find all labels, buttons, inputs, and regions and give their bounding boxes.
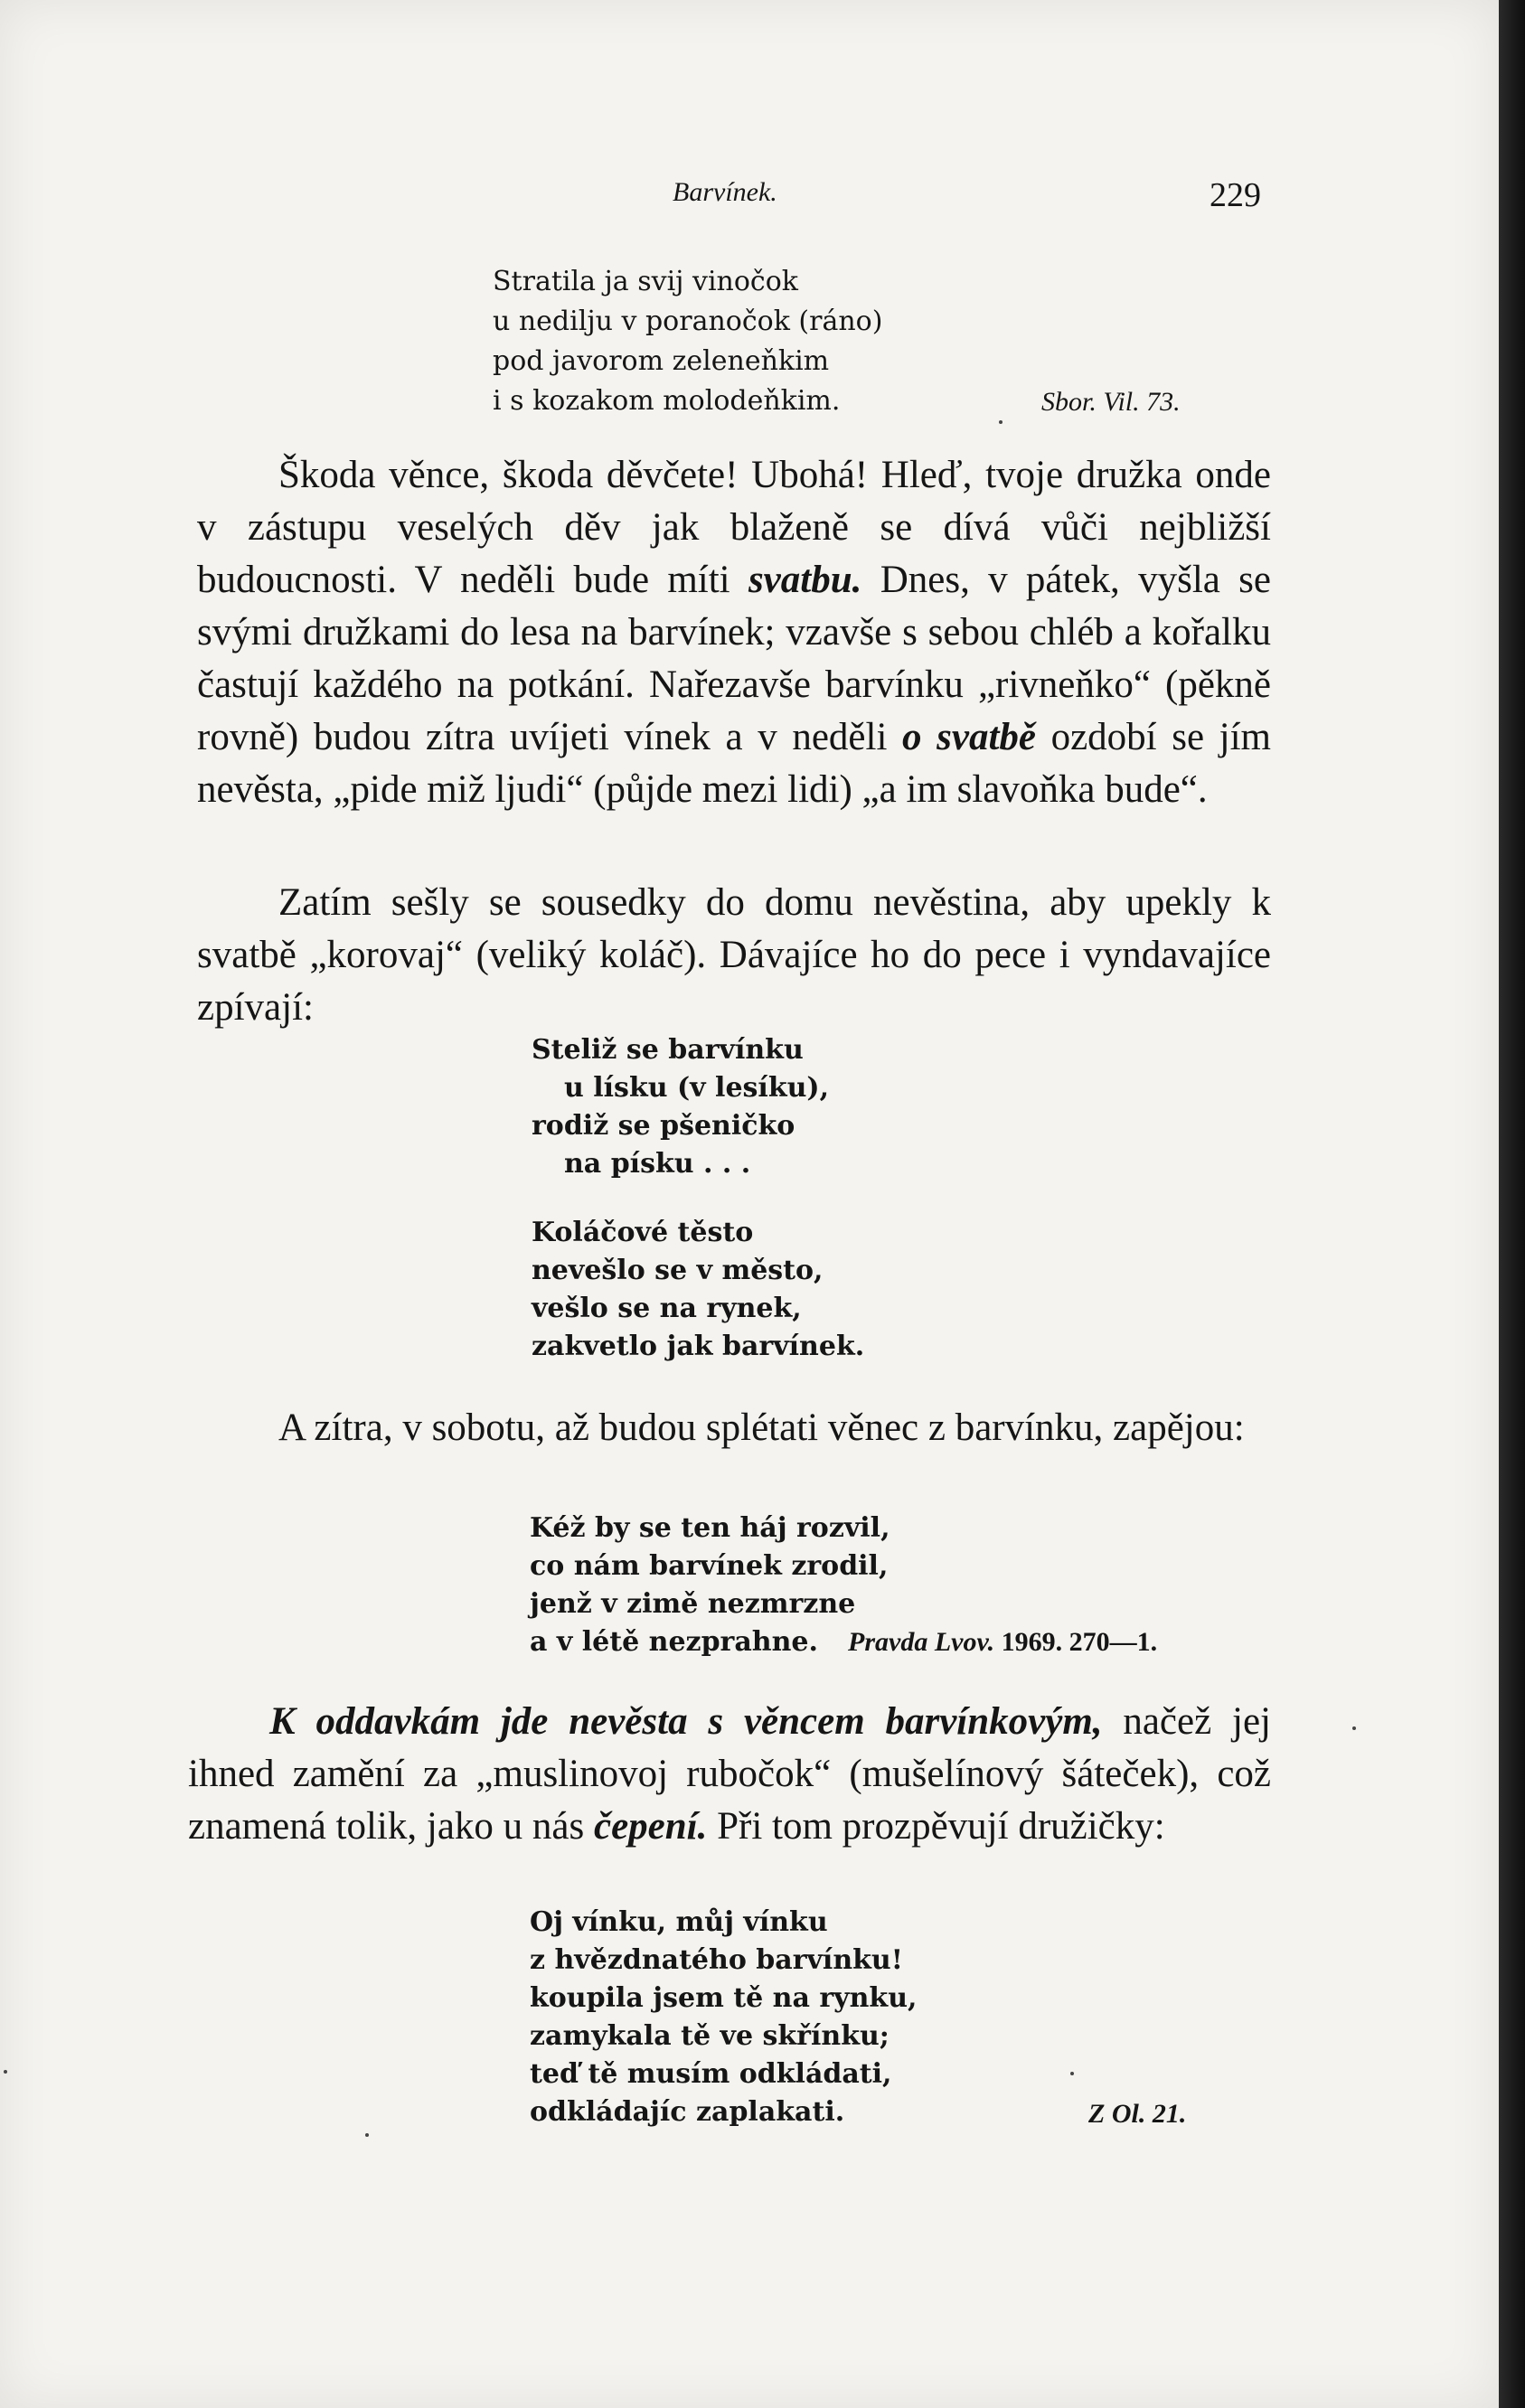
paragraph-text: načež jej ihned zamění za „muslinovoj rubočok“ (mušelínový šáteček), což znamená tolik, jako u nás — [188, 1700, 1271, 1848]
verse-line: Kéž by se ten háj rozvil, — [530, 1512, 890, 1544]
verse-line: koupila jsem tě na rynku, — [530, 1982, 918, 2014]
paragraph-k-oddavkam — [188, 1696, 1271, 1853]
reference-text: Sbor. Vil. 73. — [1041, 387, 1181, 417]
emphasis-k-oddavkam: K oddavkám jde nevěsta s věncem barvínkovým, — [269, 1700, 1103, 1743]
reference-text: Z Ol. 21. — [1088, 2099, 1187, 2129]
page-number: 229 — [1210, 176, 1261, 214]
verse-line: Koláčové těsto — [532, 1217, 754, 1248]
verse-line: Steliž se barvínku — [532, 1034, 804, 1066]
scan-speck — [999, 420, 1003, 424]
paragraph-text: Zatím sešly se sousedky do domu nevěstina, aby upekly k svatbě „korovaj“ (veliký koláč). Dávajíce ho do pece i vyndavajíce zpívají: — [197, 881, 1271, 1029]
verse-reference — [1088, 2099, 1186, 2130]
verse-line: pod javorom zeleneňkim — [493, 345, 830, 377]
verse-line: jenž v zimě nezmrzne — [530, 1588, 856, 1620]
reference-source: Pravda Lvov. — [848, 1627, 995, 1657]
paragraph-text: A zítra, v sobotu, až budou splétati věnec z barvínku, zapějou: — [278, 1406, 1245, 1449]
verse-line: odkládajíc zaplakati. — [530, 2096, 845, 2128]
verse-line: a v létě nezprahne. — [530, 1626, 818, 1658]
reference-numbers: 1969. 270—1. — [1001, 1627, 1158, 1657]
paragraph-text: Při tom prozpěvují družičky: — [707, 1805, 1165, 1848]
paragraph-a-zitra — [197, 1402, 1271, 1454]
verse-oj-vinku — [530, 1904, 917, 2131]
verse-line: zamykala tě ve skřínku; — [530, 2020, 890, 2052]
paragraph-skoda — [197, 449, 1271, 816]
scan-speck — [1070, 2072, 1074, 2075]
paragraph-text: Dnes, v pátek, vyšla se svými družkami do lesa na barvínek; vzavše s sebou chléb a kořalku častují každého na potkání. Nařezavše barvínku „rivneňko“ (pěkně rovně) budou zítra uvíjeti vínek a v neděli — [197, 559, 1272, 758]
verse-line: rodiž se pšeničko — [532, 1110, 795, 1142]
scan-edge — [1499, 0, 1525, 2408]
paragraph-text: ozdobí se jím nevěsta, „pide miž ljudi“ (půjde mezi lidi) „a im slavoňka bude“. — [197, 716, 1271, 811]
verse-line: Stratila ja svij vinočok — [493, 266, 798, 297]
running-title: Barvínek. — [673, 177, 777, 207]
paragraph-zatim — [197, 877, 1271, 1034]
verse-line: zakvetlo jak barvínek. — [532, 1331, 865, 1362]
verse-line: co nám barvínek zrodil, — [530, 1550, 889, 1582]
scan-speck — [365, 2133, 369, 2137]
verse-kez-by — [530, 1510, 890, 1661]
verse-line: z hvězdnatého barvínku! — [530, 1944, 903, 1976]
verse-kolacove — [532, 1214, 864, 1366]
verse-line: Oj vínku, můj vínku — [530, 1906, 828, 1938]
paragraph-text: Škoda věnce, škoda děvčete! Ubohá! Hleď, tvoje družka onde v zástupu veselých děv jak blaženě se dívá vůči nejbližší budoucnosti. V neděli bude míti — [197, 454, 1271, 601]
verse-reference — [1041, 387, 1181, 418]
verse-line: vešlo se na rynek, — [532, 1293, 802, 1324]
verse-reference — [848, 1627, 1157, 1658]
verse-line: u lísku (v lesíku), — [564, 1072, 830, 1104]
scan-speck — [1352, 1726, 1356, 1730]
verse-steliz — [532, 1031, 829, 1183]
scan-speck — [4, 2070, 7, 2074]
verse-line: i s kozakom molodeňkim. — [493, 385, 841, 417]
verse-line: nevešlo se v město, — [532, 1255, 824, 1286]
verse-line: teď tě musím odkládati, — [530, 2058, 892, 2090]
emphasis-o-svatbe: o svatbě — [902, 716, 1036, 758]
verse-stratila — [493, 262, 882, 421]
emphasis-cepeni: čepení. — [593, 1805, 708, 1848]
verse-line: u nedilju v poranočok (ráno) — [493, 306, 883, 337]
emphasis-svatbu: svatbu. — [748, 559, 862, 601]
verse-line: na písku . . . — [564, 1148, 751, 1180]
